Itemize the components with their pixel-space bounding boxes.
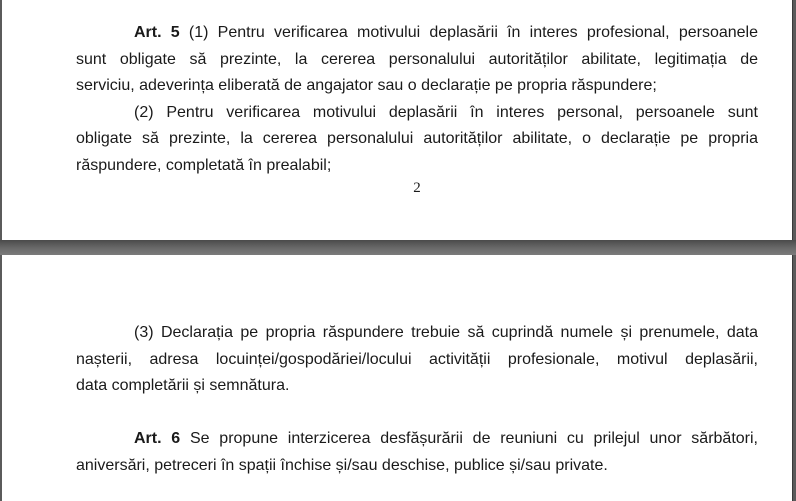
text-line: data completării și semnătura.	[76, 377, 290, 394]
article-5-label: Art. 5	[134, 24, 180, 41]
text-line: răspundere, completată în prealabil;	[76, 156, 332, 174]
article-6-label: Art. 6	[134, 430, 181, 447]
text-line: obligate să prezinte, la cererea personalului autorităților abilitate, o declarație pe propria	[76, 130, 758, 147]
page-separator	[0, 240, 796, 255]
text-line: Art. 6 Se propune interzicerea desfășurării de reuniuni cu prilejul unor sărbători,	[134, 430, 759, 447]
article-5-paragraph-2	[76, 100, 758, 180]
document-page-2	[2, 0, 793, 240]
article-5-paragraph-3	[76, 320, 758, 400]
article-6-paragraph	[76, 426, 758, 479]
text-line: nașterii, adresa locuinței/gospodăriei/locului activității profesionale, motivul deplasării,	[76, 350, 758, 368]
text-line: serviciu, adeverința eliberată de angajator sau o declarație pe propria răspundere;	[76, 77, 657, 94]
article-5-paragraph-1	[76, 20, 758, 100]
text-line: (2) Pentru verificarea motivului deplasării în interes personal, persoanele sunt	[134, 103, 758, 121]
text-line: sunt obligate să prezinte, la cererea personalului autorităților abilitate, legitimația de	[76, 50, 758, 68]
text-line: Art. 5 (1) Pentru verificarea motivului deplasării în interes profesional, persoanele	[134, 24, 758, 41]
page-number: 2	[413, 180, 421, 196]
text-line: (3) Declarația pe propria răspundere trebuie să cuprindă numele și prenumele, data	[134, 324, 758, 341]
document-page-3	[2, 255, 793, 501]
text-line: aniversări, petreceri în spații închise și/sau deschise, publice și/sau private.	[76, 456, 608, 474]
